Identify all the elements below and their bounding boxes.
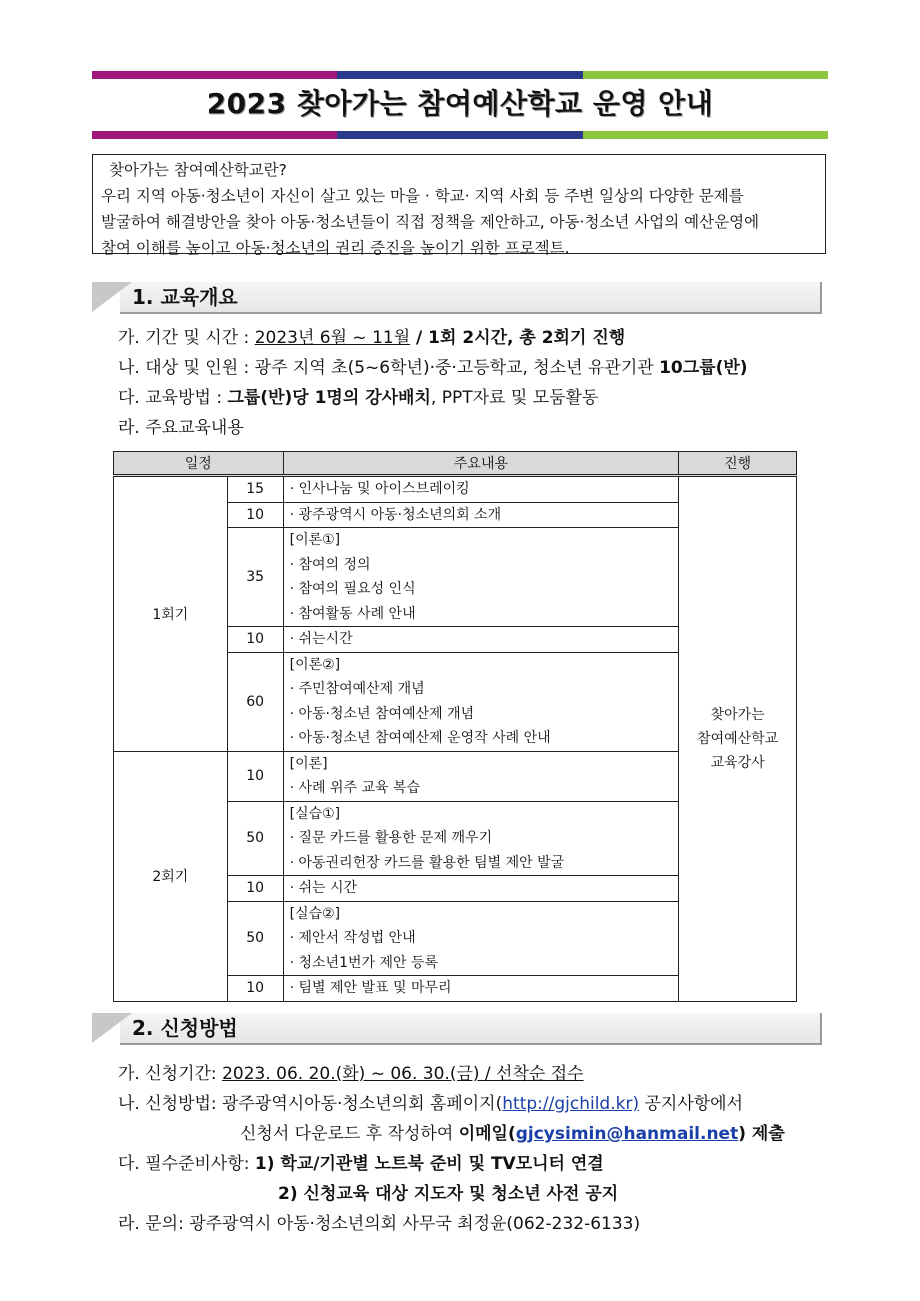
row-content: · 광주광역시 아동·청소년의회 소개 — [283, 502, 679, 528]
schedule-table — [113, 451, 797, 1002]
header-schedule: 일정 — [114, 452, 284, 476]
section-2-header — [92, 1013, 822, 1043]
row-content: · 팀별 제안 발표 및 마무리 — [283, 976, 679, 1002]
row-minutes: 15 — [227, 476, 283, 503]
row-content: [이론①] · 참여의 정의 · 참여의 필요성 인식 · 참여활동 사례 안내 — [283, 528, 679, 627]
header-content: 주요내용 — [283, 452, 679, 476]
row-content: [실습②] · 제안서 작성법 안내 · 청소년1번가 제안 등록 — [283, 901, 679, 976]
apply-method-cont: 신청서 다운로드 후 작성하여 이메일(gjcysimin@hanmail.net) 제출 — [240, 1124, 785, 1144]
bar-segment-green — [583, 71, 828, 79]
intro-line-3: 참여 이해를 높이고 아동·청소년의 권리 증진을 높이기 위한 프로젝트. — [101, 239, 570, 257]
row-minutes: 10 — [227, 627, 283, 653]
intro-box — [92, 154, 826, 257]
apply-method: 나. 신청방법: 광주광역시아동·청소년의회 홈페이지(http://gjchild.kr) 공지사항에서 — [118, 1094, 744, 1114]
row-minutes: 10 — [227, 976, 283, 1002]
instructor-cell: 찾아가는 참여예산학교 교육강사 — [679, 476, 797, 1002]
table-row — [114, 476, 797, 503]
row-minutes: 35 — [227, 528, 283, 627]
row-minutes: 10 — [227, 502, 283, 528]
row-minutes: 10 — [227, 876, 283, 902]
homepage-link[interactable]: http://gjchild.kr) — [502, 1094, 640, 1114]
section-1-header — [92, 282, 822, 312]
email-link[interactable]: gjcysimin@hanmail.net — [515, 1124, 739, 1144]
row-content: [이론②] · 주민참여예산제 개념 · 아동·청소년 참여예산제 개념 · 아동·청소년 참여예산제 운영작 사례 안내 — [283, 652, 679, 751]
overview-target: 나. 대상 및 인원 : 광주 지역 초(5~6학년)·중·고등학교, 청소년 유관기관 10그룹(반) — [118, 358, 748, 378]
bar-segment-navy — [337, 71, 582, 79]
section-triangle-icon — [92, 1013, 132, 1043]
apply-period: 가. 신청기간: 2023. 06. 20.(화) ~ 06. 30.(금) / 선착순 접수 — [118, 1064, 584, 1084]
overview-content-label: 라. 주요교육내용 — [118, 418, 244, 438]
row-content: [실습①] · 질문 카드를 활용한 문제 깨우기 · 아동권리헌장 카드를 활용한 팀별 제안 발굴 — [283, 801, 679, 876]
row-minutes: 50 — [227, 801, 283, 876]
row-content: [이론] · 사례 위주 교육 복습 — [283, 751, 679, 801]
header-instructor: 진행 — [679, 452, 797, 476]
overview-method: 다. 교육방법 : 그룹(반)당 1명의 강사배치, PPT자료 및 모둠활동 — [118, 388, 599, 408]
row-content: · 인사나눔 및 아이스브레이킹 — [283, 476, 679, 503]
session-1-name: 1회기 — [114, 476, 228, 752]
intro-heading: 찾아가는 참여예산학교란? — [109, 161, 287, 179]
table-header-row — [114, 452, 797, 476]
required-prep-2: 2) 신청교육 대상 지도자 및 청소년 사전 공지 — [278, 1184, 619, 1204]
page-title: 2023 찾아가는 참여예산학교 운영 안내 — [206, 87, 714, 120]
overview-period: 가. 기간 및 시간 : 2023년 6월 ~ 11월 / 1회 2시간, 총 2회기 진행 — [118, 328, 626, 348]
contact-info: 라. 문의: 광주광역시 아동·청소년의회 사무국 최정윤(062-232-6133) — [118, 1214, 641, 1234]
row-minutes: 50 — [227, 901, 283, 976]
row-content: · 쉬는 시간 — [283, 876, 679, 902]
bottom-color-bar — [92, 131, 828, 139]
row-minutes: 60 — [227, 652, 283, 751]
top-color-bar — [92, 71, 828, 79]
required-prep: 다. 필수준비사항: 1) 학교/기관별 노트북 준비 및 TV모니터 연결 — [118, 1154, 604, 1174]
section-triangle-icon — [92, 282, 132, 312]
intro-line-1: 우리 지역 아동·청소년이 자신이 살고 있는 마을 · 학교· 지역 사회 등 주변 일상의 다양한 문제를 — [101, 187, 744, 205]
section-2-title: 2. 신청방법 — [132, 1016, 238, 1040]
intro-line-2: 발굴하여 해결방안을 찾아 아동·청소년들이 직접 정책을 제안하고, 아동·청소년 사업의 예산운영에 — [101, 213, 760, 231]
row-content: · 쉬는시간 — [283, 627, 679, 653]
row-minutes: 10 — [227, 751, 283, 801]
bar-segment-magenta — [92, 71, 337, 79]
session-2-name: 2회기 — [114, 751, 228, 1001]
section-1-title: 1. 교육개요 — [132, 285, 238, 309]
